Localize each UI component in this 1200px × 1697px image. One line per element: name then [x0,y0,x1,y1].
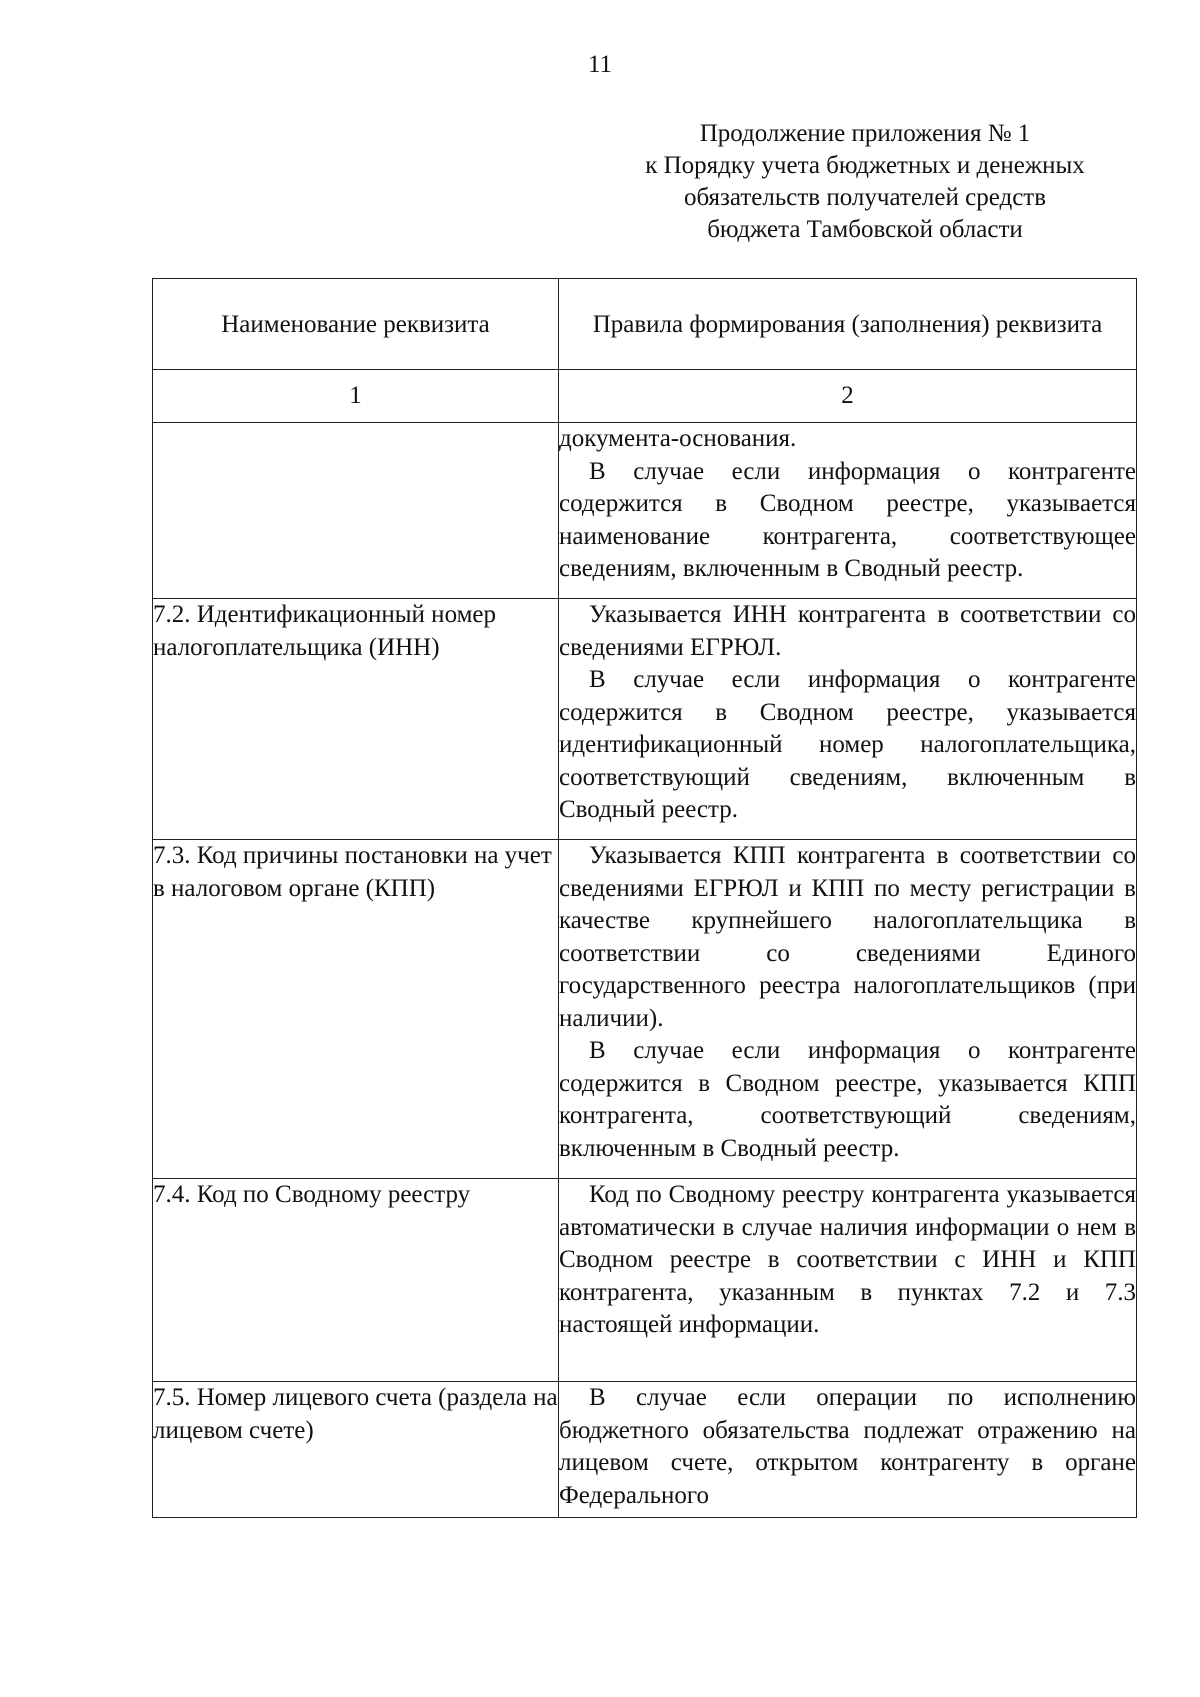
column-number: 2 [559,370,1137,423]
page-number: 11 [587,51,613,78]
requisite-name: 7.3. Код причины постановки на учет в налоговом органе (КПП) [153,840,559,1179]
rule-paragraph: Код по Сводному реестру контрагента указывается автоматически в случае наличия информации о нем в Сводном реестре в соответствии с ИНН и КПП контрагента, указанным в пунктах 7.2 и 7.3 настоящей информации. [559,1181,1136,1338]
requisite-name: 7.4. Код по Сводному реестру [153,1179,559,1382]
appendix-header-line: обязательств получателей средств [683,184,1047,211]
rule-paragraph: документа-основания. [559,425,797,452]
requisite-rules [559,840,1137,1179]
requisite-name: 7.5. Номер лицевого счета (раздела на лицевом счете) [153,1382,559,1518]
requisite-name [153,423,559,599]
rule-paragraph: В случае если информация о контрагенте содержится в Сводном реестре, указывается КПП контрагента, соответствующий сведениям, включенным в Сводный реестр. [559,1037,1136,1162]
requisite-rules [559,1382,1137,1518]
table-row [153,599,1137,840]
table-row [153,423,1137,599]
table-row [153,840,1137,1179]
requisite-name: 7.2. Идентификационный номер налогоплательщика (ИНН) [153,599,559,840]
column-number-row [153,370,1137,423]
table-header-row [153,279,1137,370]
table-row [153,1179,1137,1382]
rule-paragraph: Указывается КПП контрагента в соответствии со сведениями ЕГРЮЛ и КПП по месту регистрации в качестве крупнейшего налогоплательщика в соответствии со сведениями Единого государственного реестра налогоплательщиков (при наличии). [559,842,1136,1032]
column-header-name: Наименование реквизита [153,279,559,370]
rule-paragraph: В случае если операции по исполнению бюджетного обязательства подлежат отражению на лицевом счете, открытом контрагенту в органе Федерального [559,1384,1136,1509]
rule-paragraph: В случае если информация о контрагенте содержится в Сводном реестре, указывается идентификационный номер налогоплательщика, соответствующий сведениям, включенным в Сводный реестр. [559,666,1136,823]
column-number: 1 [153,370,559,423]
appendix-header-line: бюджета Тамбовской области [707,216,1023,243]
appendix-header-line: Продолжение приложения № 1 [699,120,1031,147]
rule-paragraph: В случае если информация о контрагенте содержится в Сводном реестре, указывается наименование контрагента, соответствующее сведениям, включенным в Сводный реестр. [559,457,1136,582]
requisites-table [152,278,1137,1518]
table-row [153,1382,1137,1518]
rule-paragraph: Указывается ИНН контрагента в соответствии со сведениями ЕГРЮЛ. [559,601,1136,661]
requisite-rules [559,599,1137,840]
requisite-rules [559,423,1137,599]
appendix-header [600,118,1130,246]
requisite-rules [559,1179,1137,1382]
appendix-header-line: к Порядку учета бюджетных и денежных [645,152,1085,179]
column-header-rules: Правила формирования (заполнения) реквизита [559,279,1137,370]
